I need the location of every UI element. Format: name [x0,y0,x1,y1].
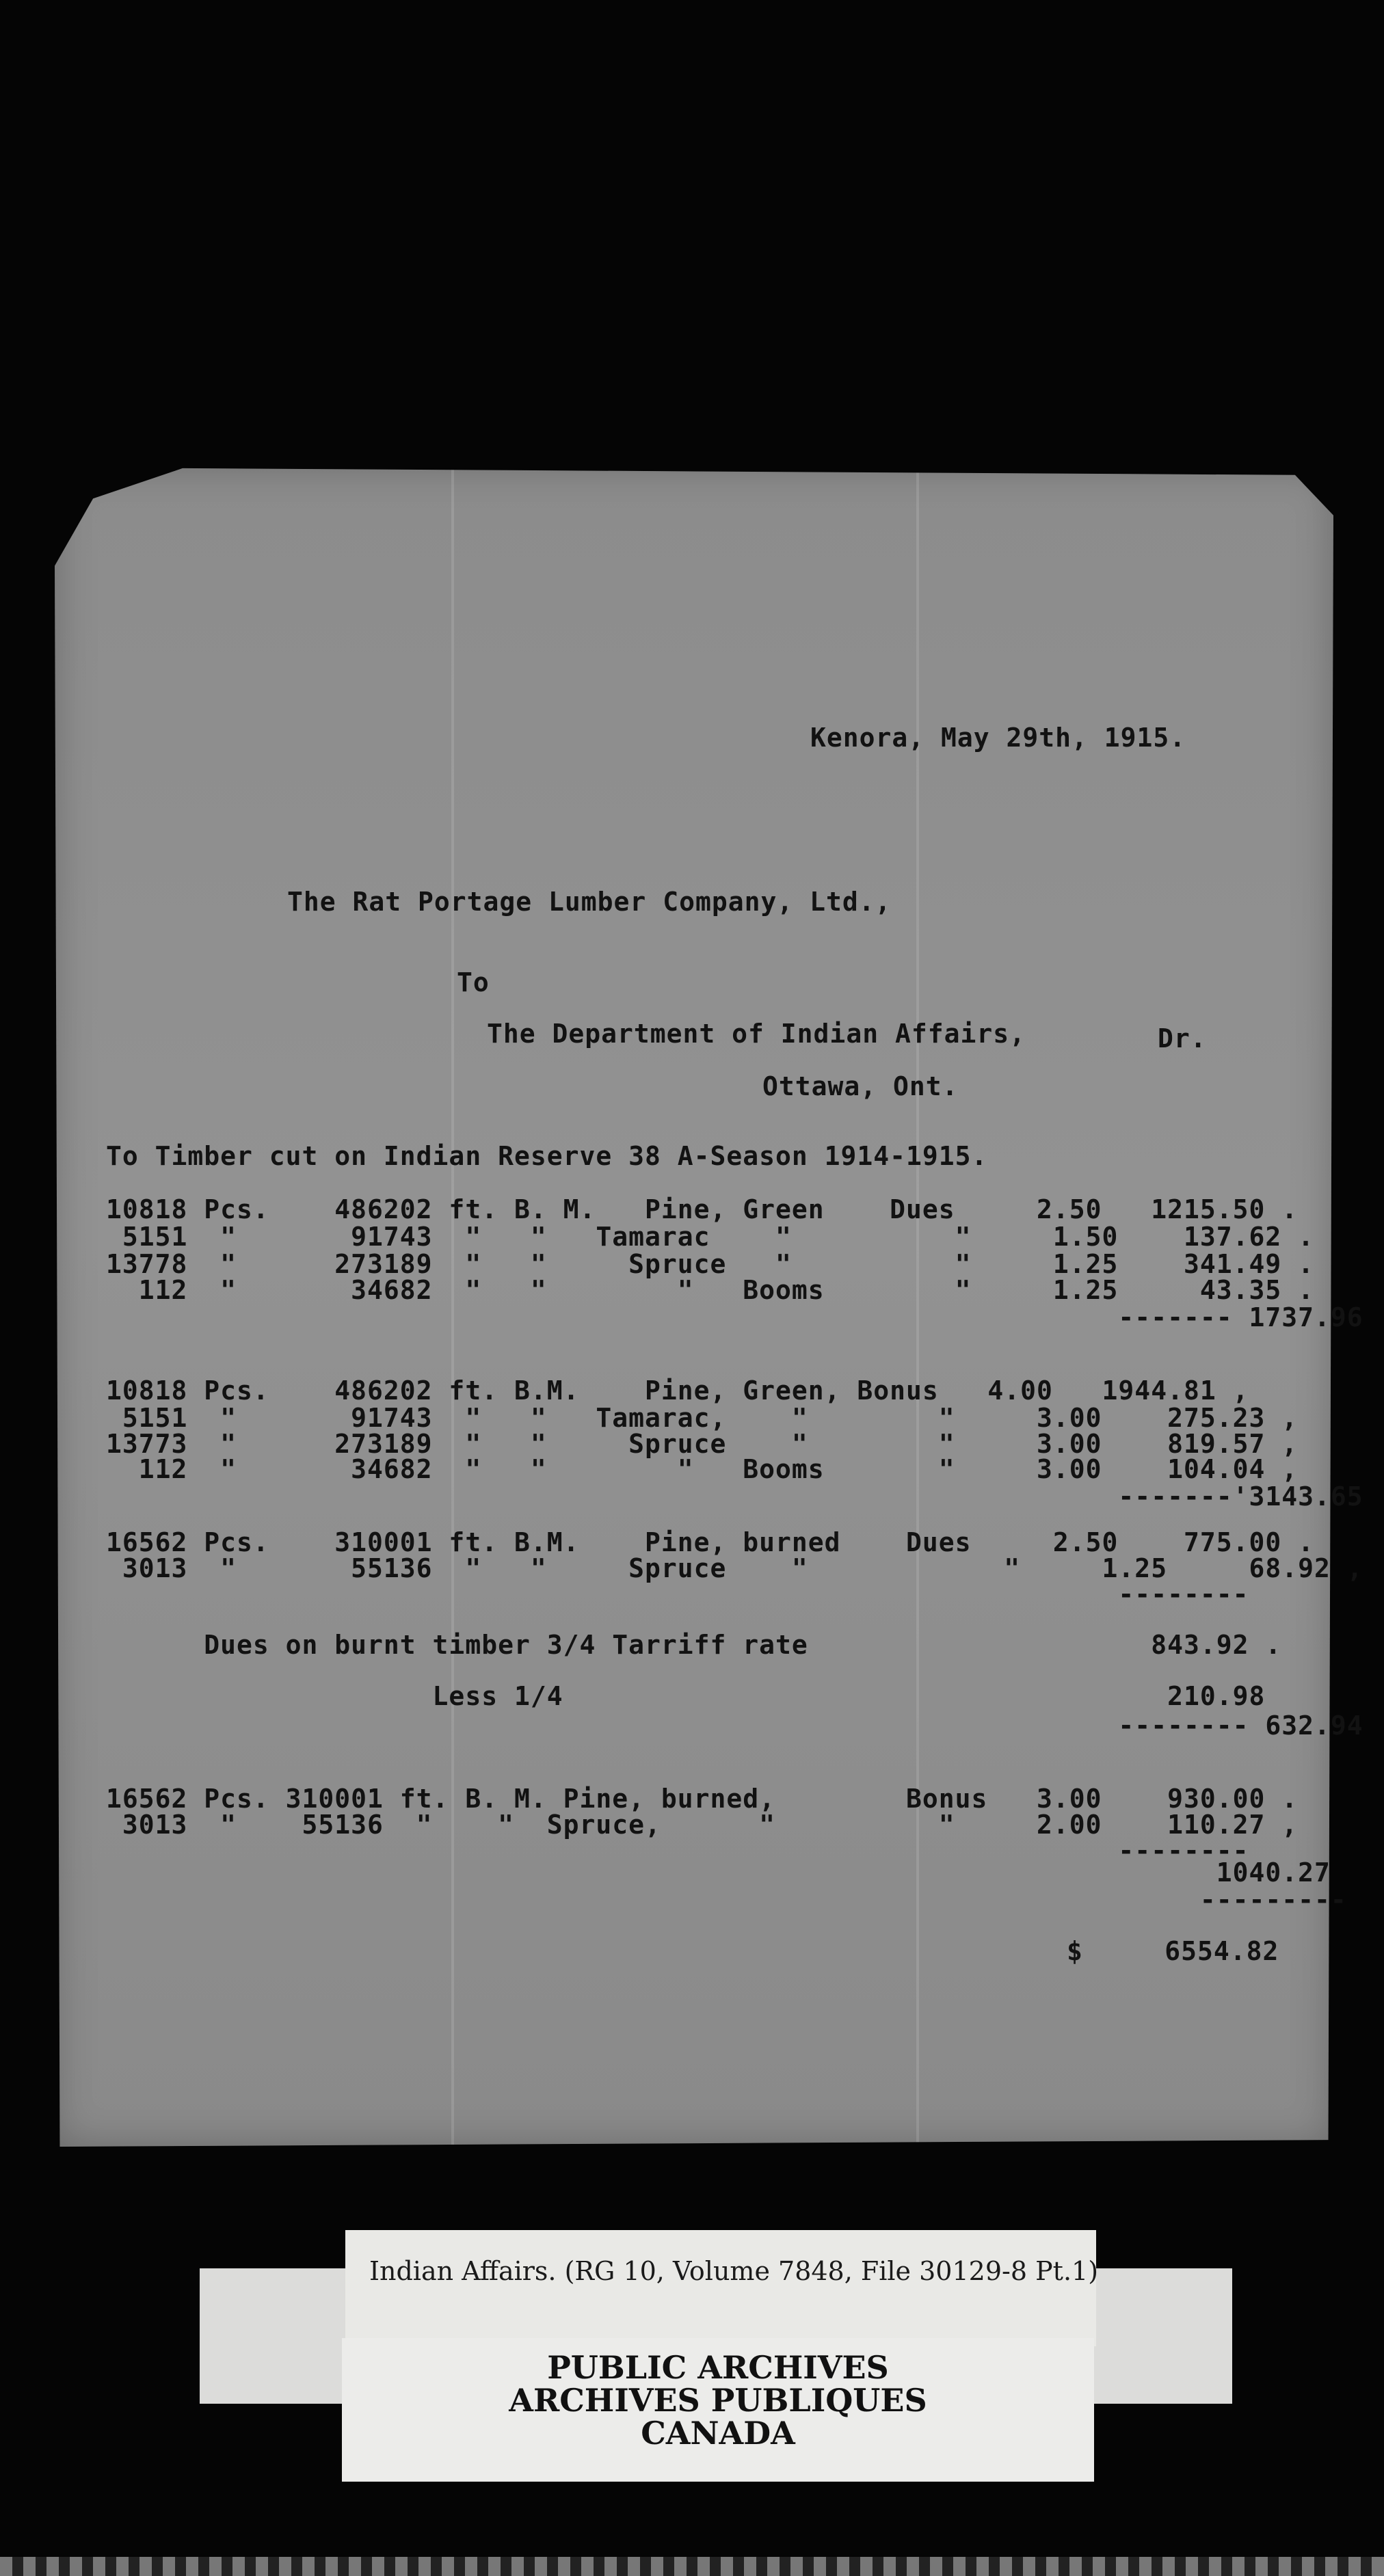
archive-line-3: CANADA [641,2415,795,2452]
recipient-city: Ottawa, Ont. [762,1071,959,1101]
dues-row: 13778 " 273189 " " Spruce " " 1.25 341.49 . [106,1249,1314,1279]
bonus-row: 5151 " 91743 " " Tamarac, " " 3.00 275.23 , [106,1403,1299,1433]
bonus-row: 13773 " 273189 " " Spruce " " 3.00 819.57 , [106,1429,1299,1459]
burned-bonus-row: 16562 Pcs. 310001 ft. B. M. Pine, burned, Bonus 3.00 930.00 . [106,1784,1299,1814]
archive-line-2: ARCHIVES PUBLIQUES [509,2382,927,2419]
archive-line-1: PUBLIC ARCHIVES [547,2349,889,2386]
burned-bonus-row: 3013 " 55136 " " Spruce, " " 2.00 110.27 , [106,1810,1299,1840]
letter-date: Kenora, May 29th, 1915. [810,723,1186,753]
archive-reference: Indian Affairs. (RG 10, Volume 7848, File 30129-8 Pt.1) [369,2256,1099,2286]
statement-heading: To Timber cut on Indian Reserve 38 A-Season 1914-1915. [106,1141,988,1171]
archive-reference-card [345,2230,1099,2346]
bonus-subtotal: -------'3143.65 [106,1481,1363,1512]
dues-row: 10818 Pcs. 486202 ft. B. M. Pine, Green Dues 2.50 1215.50 . [106,1194,1299,1224]
grand-total: $ 6554.82 [1067,1936,1279,1966]
bonus-row: 112 " 34682 " " " Booms " 3.00 104.04 , [106,1454,1299,1484]
sender-name: The Rat Portage Lumber Company, Ltd., [287,887,892,917]
debit-marker: Dr. [1158,1023,1207,1054]
burned-bonus-rule: -------- [106,1836,1249,1866]
less-line: Less 1/4 210.98 [106,1681,1266,1711]
dues-row: 112 " 34682 " " " Booms " 1.25 43.35 . [106,1275,1314,1305]
to-word: To [457,967,490,997]
burned-row: 3013 " 55136 " " Spruce " " 1.25 68.92 , [106,1553,1363,1583]
burned-row: 16562 Pcs. 310001 ft. B.M. Pine, burned Dues 2.50 775.00 . [106,1527,1314,1557]
dues-row: 5151 " 91743 " " Tamarac " " 1.50 137.62 . [106,1222,1314,1252]
burned-bonus-subtotal: 1040.27 [106,1857,1331,1888]
bonus-row: 10818 Pcs. 486202 ft. B.M. Pine, Green, Bonus 4.00 1944.81 , [106,1376,1249,1406]
recipient-name: The Department of Indian Affairs, [487,1019,1026,1049]
film-edge [0,2557,1384,2576]
burnt-dues-line: Dues on burnt timber 3/4 Tarriff rate 843.92 . [106,1630,1282,1660]
adjust-subtotal: -------- 632.94 [106,1710,1363,1741]
dues-subtotal: ------- 1737.96 [106,1302,1363,1332]
total-double-rule: --------- [106,1885,1347,1915]
burned-rule: -------- [106,1579,1249,1609]
